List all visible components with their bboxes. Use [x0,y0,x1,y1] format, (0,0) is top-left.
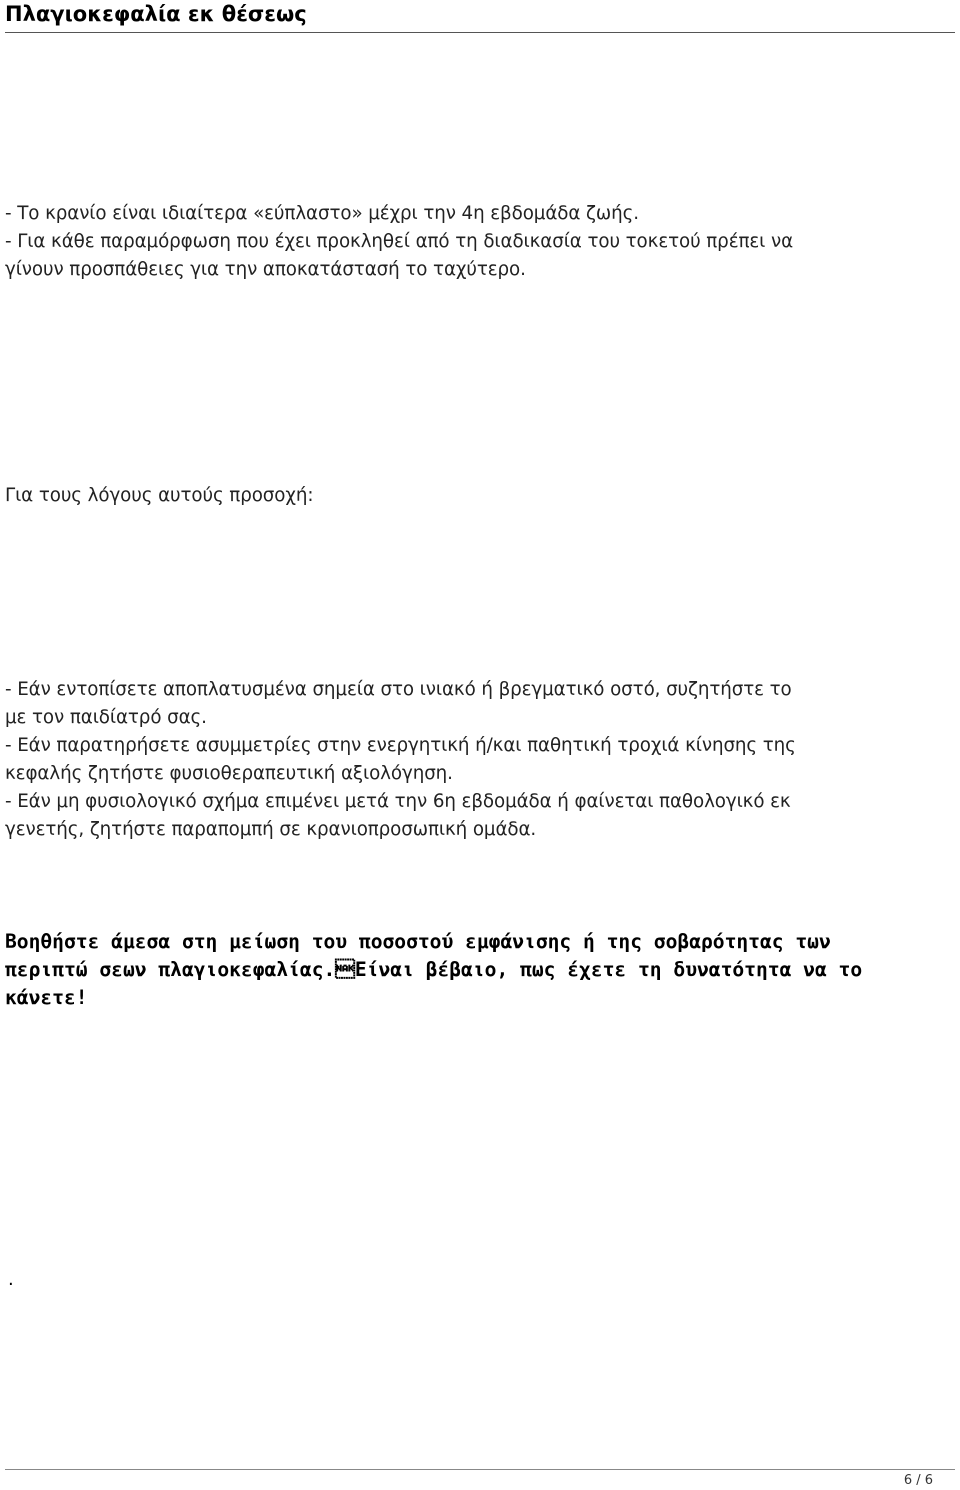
attention-point-line: - Εάν μη φυσιολογικό σχήμα επιμένει μετά την 6η εβδομάδα ή φαίνεται παθολογικό εκ [5,791,791,812]
header-divider [5,32,955,33]
intro-point-line: - Το κρανίο είναι ιδιαίτερα «εύπλαστο» μέχρι την 4η εβδομάδα ζωής. [5,203,639,224]
attention-point-line: - Εάν παρατηρήσετε ασυμμετρίες στην ενεργητική ή/και παθητική τροχιά κίνησης της [5,735,796,756]
attention-point-line: κεφαλής ζητήστε φυσιοθεραπευτική αξιολόγηση. [5,763,453,784]
page-header-title: Πλαγιοκεφαλία εκ θέσεως [5,2,307,26]
closing-bold-line: περιπτώ σεων πλαγιοκεφαλίας.Είναι βέβαιο, πως έχετε τη δυνατότητα να το [5,958,863,981]
attention-point-line: γενετής, ζητήστε παραπομπή σε κρανιοπροσωπική ομάδα. [5,819,537,840]
intro-point-line: - Για κάθε παραμόρφωση που έχει προκληθεί από τη διαδικασία του τοκετού πρέπει να [5,231,794,252]
footer-divider [5,1469,955,1470]
page-number: 6 / 6 [903,1473,933,1488]
closing-bold-line: Βοηθήστε άμεσα στη μείωση του ποσοστού εμφάνισης ή της σοβαρότητας των [5,930,831,953]
intro-points [5,200,950,284]
intro-point-line: γίνουν προσπάθειες για την αποκατάστασή το ταχύτερο. [5,259,526,280]
attention-point-line: με τον παιδίατρό σας. [5,707,207,728]
trailing-dot: . [8,1269,14,1290]
attention-points [5,676,950,844]
closing-bold-statement [5,928,950,1012]
closing-bold-line: κάνετε! [5,986,88,1009]
attention-point-line: - Εάν εντοπίσετε αποπλατυσμένα σημεία στο ινιακό ή βρεγματικό οστό, συζητήστε το [5,679,792,700]
attention-heading: Για τους λόγους αυτούς προσοχή: [5,485,314,506]
